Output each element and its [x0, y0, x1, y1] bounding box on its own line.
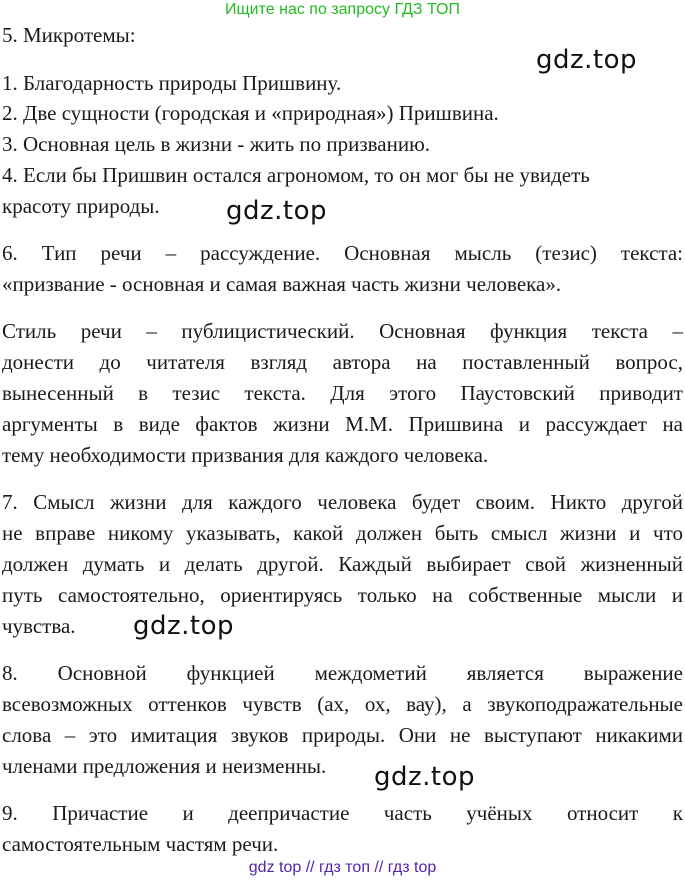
watermark: gdz.top: [536, 45, 638, 75]
text-line: 1. Благодарность природы Пришвину.: [2, 71, 342, 95]
header-banner[interactable]: Ищите нас по запросу ГДЗ ТОП: [225, 1, 460, 18]
text-line: всевозможных оттенков чувств (ах, ох, вау), а звукоподражательные: [2, 692, 683, 716]
text-line: донести до читателя взгляд автора на поставленный вопрос,: [2, 350, 683, 374]
text-line: 6. Тип речи – рассуждение. Основная мысль (тезис) текста:: [2, 241, 683, 265]
text-line: чувства.: [2, 614, 76, 638]
text-line: «призвание - основная и самая важная часть жизни человека».: [2, 272, 562, 296]
text-line: 4. Если бы Пришвин остался агрономом, то он мог бы не увидеть: [2, 163, 590, 187]
text-line: 7. Смысл жизни для каждого человека будет своим. Никто другой: [2, 490, 683, 514]
footer-links[interactable]: gdz top // гдз топ // гдз top: [248, 859, 437, 876]
text-line: не вправе никому указывать, какой должен быть смысл жизни и что: [2, 521, 683, 545]
text-line: самостоятельным частям речи.: [2, 832, 279, 856]
text-line: вынесенный в тезис текста. Для этого Паустовский приводит: [2, 381, 683, 405]
text-line: 5. Микротемы:: [2, 23, 136, 47]
text-line: 9. Причастие и деепричастие часть учёных относит к: [2, 801, 683, 825]
text-line: аргументы в виде фактов жизни М.М. Пришвина и рассуждает на: [2, 412, 683, 436]
text-line: Стиль речи – публицистический. Основная функция текста –: [2, 319, 683, 343]
watermark: gdz.top: [133, 611, 235, 641]
text-line: 3. Основная цель в жизни - жить по призванию.: [2, 132, 431, 156]
text-line: тему необходимости призвания для каждого человека.: [2, 443, 489, 467]
text-line: 2. Две сущности (городская и «природная») Пришвина.: [2, 101, 499, 125]
text-line: 8. Основной функцией междометий является выражение: [2, 661, 683, 685]
text-line: путь самостоятельно, ориентируясь только на собственные мысли и: [2, 583, 683, 607]
text-line: красоту природы.: [2, 194, 160, 218]
text-line: должен думать и делать другой. Каждый выбирает свой жизненный: [2, 552, 683, 576]
watermark: gdz.top: [374, 762, 476, 792]
text-line: слова – это имитация звуков природы. Они не выступают никакими: [2, 723, 683, 747]
text-line: членами предложения и неизменны.: [2, 754, 327, 778]
watermark: gdz.top: [226, 196, 328, 226]
